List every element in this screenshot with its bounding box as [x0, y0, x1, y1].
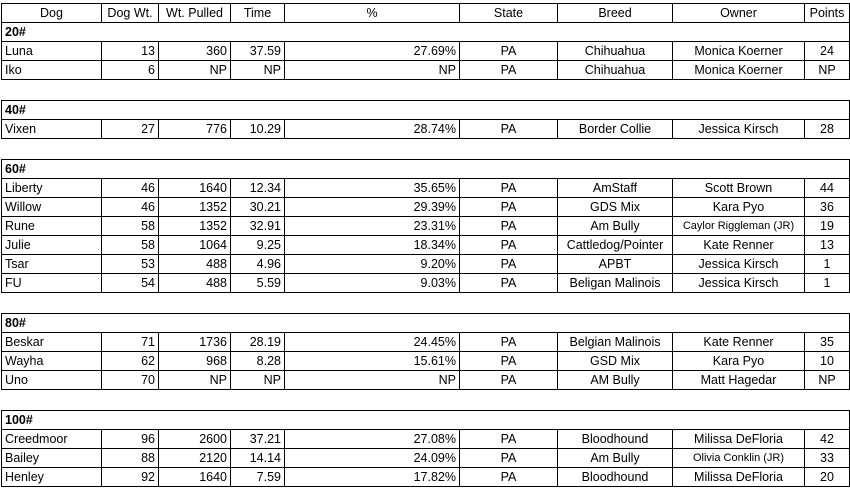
time-cell: 30.21	[231, 198, 285, 217]
weight-class-label: 60#	[2, 160, 850, 179]
percent-cell: 24.09%	[285, 449, 460, 468]
spacer-cell	[2, 139, 850, 160]
breed-cell: APBT	[558, 255, 673, 274]
breed-cell: Cattledog/Pointer	[558, 236, 673, 255]
weight-class-row	[2, 23, 850, 42]
dog-name-cell: Henley	[2, 468, 102, 487]
spacer-cell	[2, 80, 850, 101]
breed-cell: Am Bully	[558, 217, 673, 236]
weight-class-label: 20#	[2, 23, 850, 42]
points-cell: NP	[805, 371, 850, 390]
dog-weight-cell: 6	[102, 61, 159, 80]
dog-name-cell: Creedmoor	[2, 430, 102, 449]
state-cell: PA	[460, 352, 558, 371]
owner-cell: Monica Koerner	[673, 61, 805, 80]
dog-weight-cell: 46	[102, 198, 159, 217]
time-cell: 9.25	[231, 236, 285, 255]
weight-pulled-cell: 776	[159, 120, 231, 139]
weight-pulled-cell: 1352	[159, 198, 231, 217]
percent-cell: 9.20%	[285, 255, 460, 274]
owner-cell: Matt Hagedar	[673, 371, 805, 390]
weight-pulled-cell: 968	[159, 352, 231, 371]
dog-name-cell: Julie	[2, 236, 102, 255]
dog-weight-cell: 88	[102, 449, 159, 468]
points-cell: 24	[805, 42, 850, 61]
points-cell: 13	[805, 236, 850, 255]
points-cell: 44	[805, 179, 850, 198]
header-state: State	[460, 4, 558, 23]
dog-weight-cell: 27	[102, 120, 159, 139]
weight-class-row	[2, 411, 850, 430]
owner-cell: Monica Koerner	[673, 42, 805, 61]
dog-weight-cell: 71	[102, 333, 159, 352]
state-cell: PA	[460, 179, 558, 198]
results-table	[1, 3, 850, 487]
breed-cell: Border Collie	[558, 120, 673, 139]
time-cell: 4.96	[231, 255, 285, 274]
time-cell: 7.59	[231, 468, 285, 487]
weight-pulled-cell: 1640	[159, 179, 231, 198]
header-dog-weight: Dog Wt.	[102, 4, 159, 23]
owner-cell: Milissa DeFloria	[673, 430, 805, 449]
header-owner: Owner	[673, 4, 805, 23]
dog-weight-cell: 46	[102, 179, 159, 198]
owner-cell: Jessica Kirsch	[673, 274, 805, 293]
owner-cell: Scott Brown	[673, 179, 805, 198]
table-row	[2, 352, 850, 371]
dog-name-cell: Vixen	[2, 120, 102, 139]
weight-pulled-cell: NP	[159, 371, 231, 390]
dog-weight-cell: 96	[102, 430, 159, 449]
table-row	[2, 61, 850, 80]
owner-cell: Jessica Kirsch	[673, 255, 805, 274]
table-row	[2, 236, 850, 255]
breed-cell: Chihuahua	[558, 42, 673, 61]
dog-name-cell: Liberty	[2, 179, 102, 198]
points-cell: 35	[805, 333, 850, 352]
state-cell: PA	[460, 430, 558, 449]
state-cell: PA	[460, 61, 558, 80]
percent-cell: 27.69%	[285, 42, 460, 61]
weight-pulled-cell: 360	[159, 42, 231, 61]
header-breed: Breed	[558, 4, 673, 23]
spacer-cell	[2, 293, 850, 314]
table-row	[2, 468, 850, 487]
dog-weight-cell: 58	[102, 236, 159, 255]
percent-cell: 27.08%	[285, 430, 460, 449]
breed-cell: GDS Mix	[558, 198, 673, 217]
time-cell: 5.59	[231, 274, 285, 293]
owner-cell: Jessica Kirsch	[673, 120, 805, 139]
weight-pulled-cell: 2120	[159, 449, 231, 468]
header-time: Time	[231, 4, 285, 23]
state-cell: PA	[460, 198, 558, 217]
owner-cell: Olivia Conklin (JR)	[673, 449, 805, 468]
breed-cell: Beligan Malinois	[558, 274, 673, 293]
percent-cell: 9.03%	[285, 274, 460, 293]
table-row	[2, 179, 850, 198]
weight-class-row	[2, 314, 850, 333]
breed-cell: Bloodhound	[558, 468, 673, 487]
table-row	[2, 430, 850, 449]
dog-name-cell: Beskar	[2, 333, 102, 352]
percent-cell: 29.39%	[285, 198, 460, 217]
state-cell: PA	[460, 449, 558, 468]
time-cell: NP	[231, 371, 285, 390]
table-row	[2, 120, 850, 139]
points-cell: 28	[805, 120, 850, 139]
dog-name-cell: Rune	[2, 217, 102, 236]
percent-cell: 15.61%	[285, 352, 460, 371]
weight-pulled-cell: 2600	[159, 430, 231, 449]
section-spacer	[2, 390, 850, 411]
breed-cell: AmStaff	[558, 179, 673, 198]
percent-cell: NP	[285, 61, 460, 80]
weight-class-label: 100#	[2, 411, 850, 430]
owner-cell: Kara Pyo	[673, 352, 805, 371]
dog-name-cell: FU	[2, 274, 102, 293]
section-spacer	[2, 139, 850, 160]
header-dog: Dog	[2, 4, 102, 23]
points-cell: 10	[805, 352, 850, 371]
time-cell: 28.19	[231, 333, 285, 352]
table-row	[2, 371, 850, 390]
weight-pulled-cell: 1352	[159, 217, 231, 236]
percent-cell: 17.82%	[285, 468, 460, 487]
section-spacer	[2, 80, 850, 101]
percent-cell: 28.74%	[285, 120, 460, 139]
dog-name-cell: Wayha	[2, 352, 102, 371]
dog-weight-cell: 54	[102, 274, 159, 293]
percent-cell: 18.34%	[285, 236, 460, 255]
owner-cell: Caylor Riggleman (JR)	[673, 217, 805, 236]
table-row	[2, 333, 850, 352]
percent-cell: 23.31%	[285, 217, 460, 236]
points-cell: 36	[805, 198, 850, 217]
dog-weight-cell: 62	[102, 352, 159, 371]
weight-class-row	[2, 101, 850, 120]
state-cell: PA	[460, 371, 558, 390]
points-cell: 1	[805, 255, 850, 274]
time-cell: 12.34	[231, 179, 285, 198]
points-cell: 42	[805, 430, 850, 449]
table-row	[2, 274, 850, 293]
state-cell: PA	[460, 42, 558, 61]
time-cell: 14.14	[231, 449, 285, 468]
dog-weight-cell: 58	[102, 217, 159, 236]
header-row	[2, 4, 850, 23]
dog-weight-cell: 92	[102, 468, 159, 487]
state-cell: PA	[460, 217, 558, 236]
time-cell: 10.29	[231, 120, 285, 139]
weight-class-row	[2, 160, 850, 179]
header-weight-pulled: Wt. Pulled	[159, 4, 231, 23]
state-cell: PA	[460, 468, 558, 487]
table-row	[2, 42, 850, 61]
weight-pulled-cell: 1064	[159, 236, 231, 255]
state-cell: PA	[460, 255, 558, 274]
points-cell: 20	[805, 468, 850, 487]
breed-cell: Belgian Malinois	[558, 333, 673, 352]
table-row	[2, 255, 850, 274]
state-cell: PA	[460, 236, 558, 255]
header-points: Points	[805, 4, 850, 23]
dog-weight-cell: 53	[102, 255, 159, 274]
dog-name-cell: Willow	[2, 198, 102, 217]
state-cell: PA	[460, 120, 558, 139]
owner-cell: Kate Renner	[673, 236, 805, 255]
state-cell: PA	[460, 274, 558, 293]
weight-pulled-cell: 1736	[159, 333, 231, 352]
percent-cell: NP	[285, 371, 460, 390]
weight-pulled-cell: 488	[159, 274, 231, 293]
dog-name-cell: Iko	[2, 61, 102, 80]
points-cell: NP	[805, 61, 850, 80]
dog-name-cell: Bailey	[2, 449, 102, 468]
dog-weight-cell: 13	[102, 42, 159, 61]
breed-cell: AM Bully	[558, 371, 673, 390]
points-cell: 19	[805, 217, 850, 236]
table-row	[2, 449, 850, 468]
time-cell: 37.21	[231, 430, 285, 449]
time-cell: NP	[231, 61, 285, 80]
weight-class-label: 40#	[2, 101, 850, 120]
percent-cell: 24.45%	[285, 333, 460, 352]
weight-pulled-cell: 1640	[159, 468, 231, 487]
dog-weight-cell: 70	[102, 371, 159, 390]
table-row	[2, 198, 850, 217]
breed-cell: Bloodhound	[558, 430, 673, 449]
time-cell: 37.59	[231, 42, 285, 61]
header-percent: %	[285, 4, 460, 23]
owner-cell: Kate Renner	[673, 333, 805, 352]
owner-cell: Milissa DeFloria	[673, 468, 805, 487]
time-cell: 8.28	[231, 352, 285, 371]
weight-pulled-cell: NP	[159, 61, 231, 80]
breed-cell: Am Bully	[558, 449, 673, 468]
owner-cell: Kara Pyo	[673, 198, 805, 217]
dog-name-cell: Luna	[2, 42, 102, 61]
time-cell: 32.91	[231, 217, 285, 236]
breed-cell: GSD Mix	[558, 352, 673, 371]
weight-pulled-cell: 488	[159, 255, 231, 274]
dog-name-cell: Uno	[2, 371, 102, 390]
state-cell: PA	[460, 333, 558, 352]
table-row	[2, 217, 850, 236]
points-cell: 1	[805, 274, 850, 293]
percent-cell: 35.65%	[285, 179, 460, 198]
spacer-cell	[2, 390, 850, 411]
breed-cell: Chihuahua	[558, 61, 673, 80]
dog-name-cell: Tsar	[2, 255, 102, 274]
section-spacer	[2, 293, 850, 314]
points-cell: 33	[805, 449, 850, 468]
weight-class-label: 80#	[2, 314, 850, 333]
